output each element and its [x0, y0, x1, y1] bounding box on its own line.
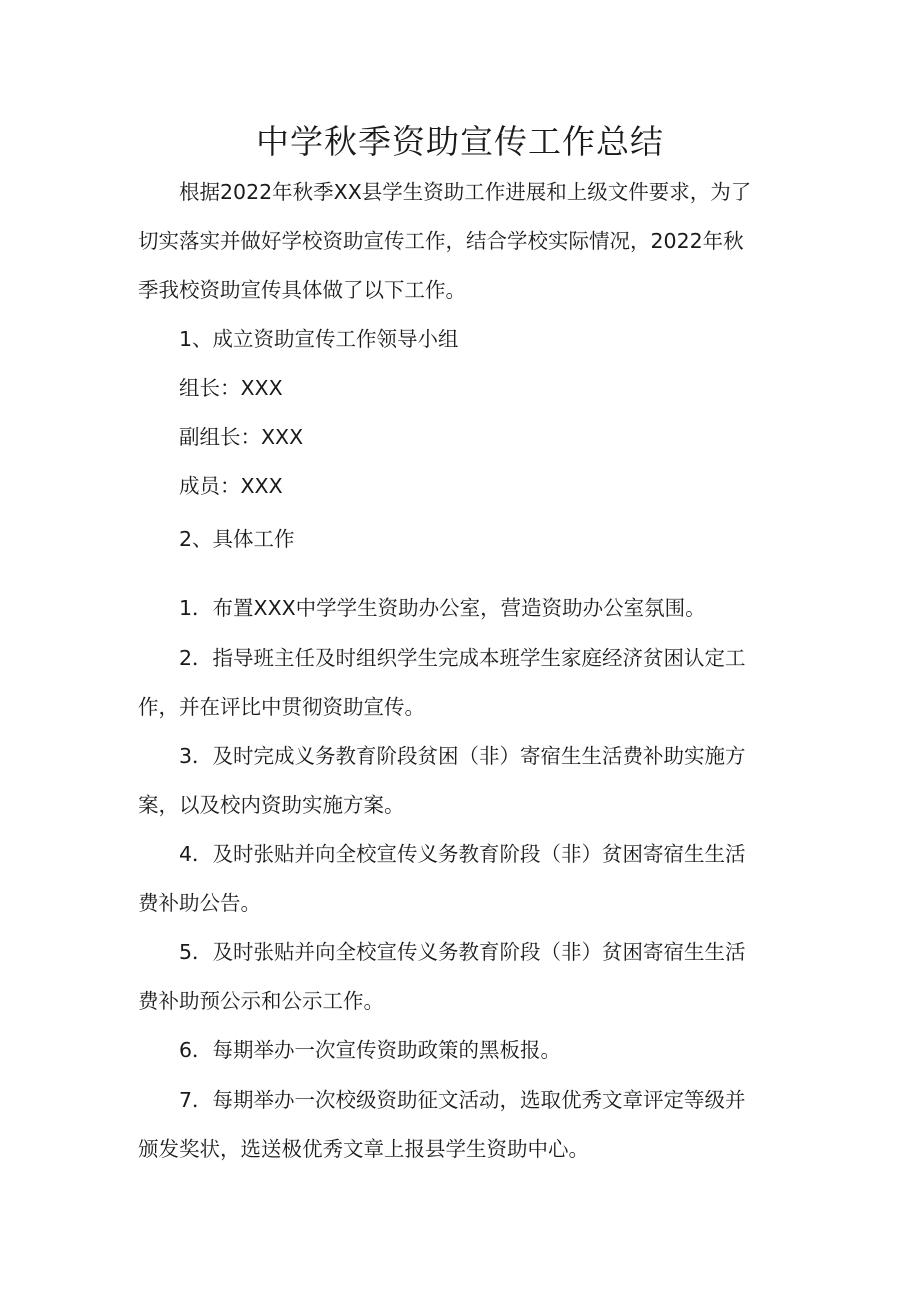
- group-members: 成员：XXX: [138, 474, 283, 498]
- intro-line: 根据2022年秋季XX县学生资助工作进展和上级文件要求，为了: [138, 180, 752, 204]
- work-item-1: 1．布置XXX中学学生资助办公室，营造资助办公室氛围。: [138, 596, 706, 620]
- intro-paragraph: [138, 168, 788, 315]
- work-item-6: 6．每期举办一次宣传资助政策的黑板报。: [138, 1038, 562, 1062]
- work-item-2: 2．指导班主任及时组织学生完成本班学生家庭经济贫困认定工 作，并在评比中贯彻资助宣传。: [138, 646, 746, 719]
- work-item-5: 5．及时张贴并向全校宣传义务教育阶段（非）贫困寄宿生生活 费补助预公示和公示工作。: [138, 940, 746, 1013]
- intro-line: 切实落实并做好学校资助宣传工作，结合学校实际情况，2022年秋: [138, 229, 744, 253]
- intro-line: 季我校资助宣传具体做了以下工作。: [138, 278, 466, 302]
- group-leader: 组长：XXX: [138, 376, 283, 400]
- document-title: 中学秋季资助宣传工作总结: [256, 122, 664, 161]
- work-item-3: 3．及时完成义务教育阶段贫困（非）寄宿生生活费补助实施方 案，以及校内资助实施方案。: [138, 744, 746, 817]
- work-item-4: 4．及时张贴并向全校宣传义务教育阶段（非）贫困寄宿生生活 费补助公告。: [138, 842, 746, 915]
- work-item-7: 7．每期举办一次校级资助征文活动，选取优秀文章评定等级并 颁发奖状，选送极优秀文章上报县学生资助中心。: [138, 1088, 746, 1161]
- section2-heading: 2、具体工作: [138, 527, 295, 551]
- section1-heading: 1、成立资助宣传工作领导小组: [138, 327, 459, 351]
- group-deputy: 副组长：XXX: [138, 425, 304, 449]
